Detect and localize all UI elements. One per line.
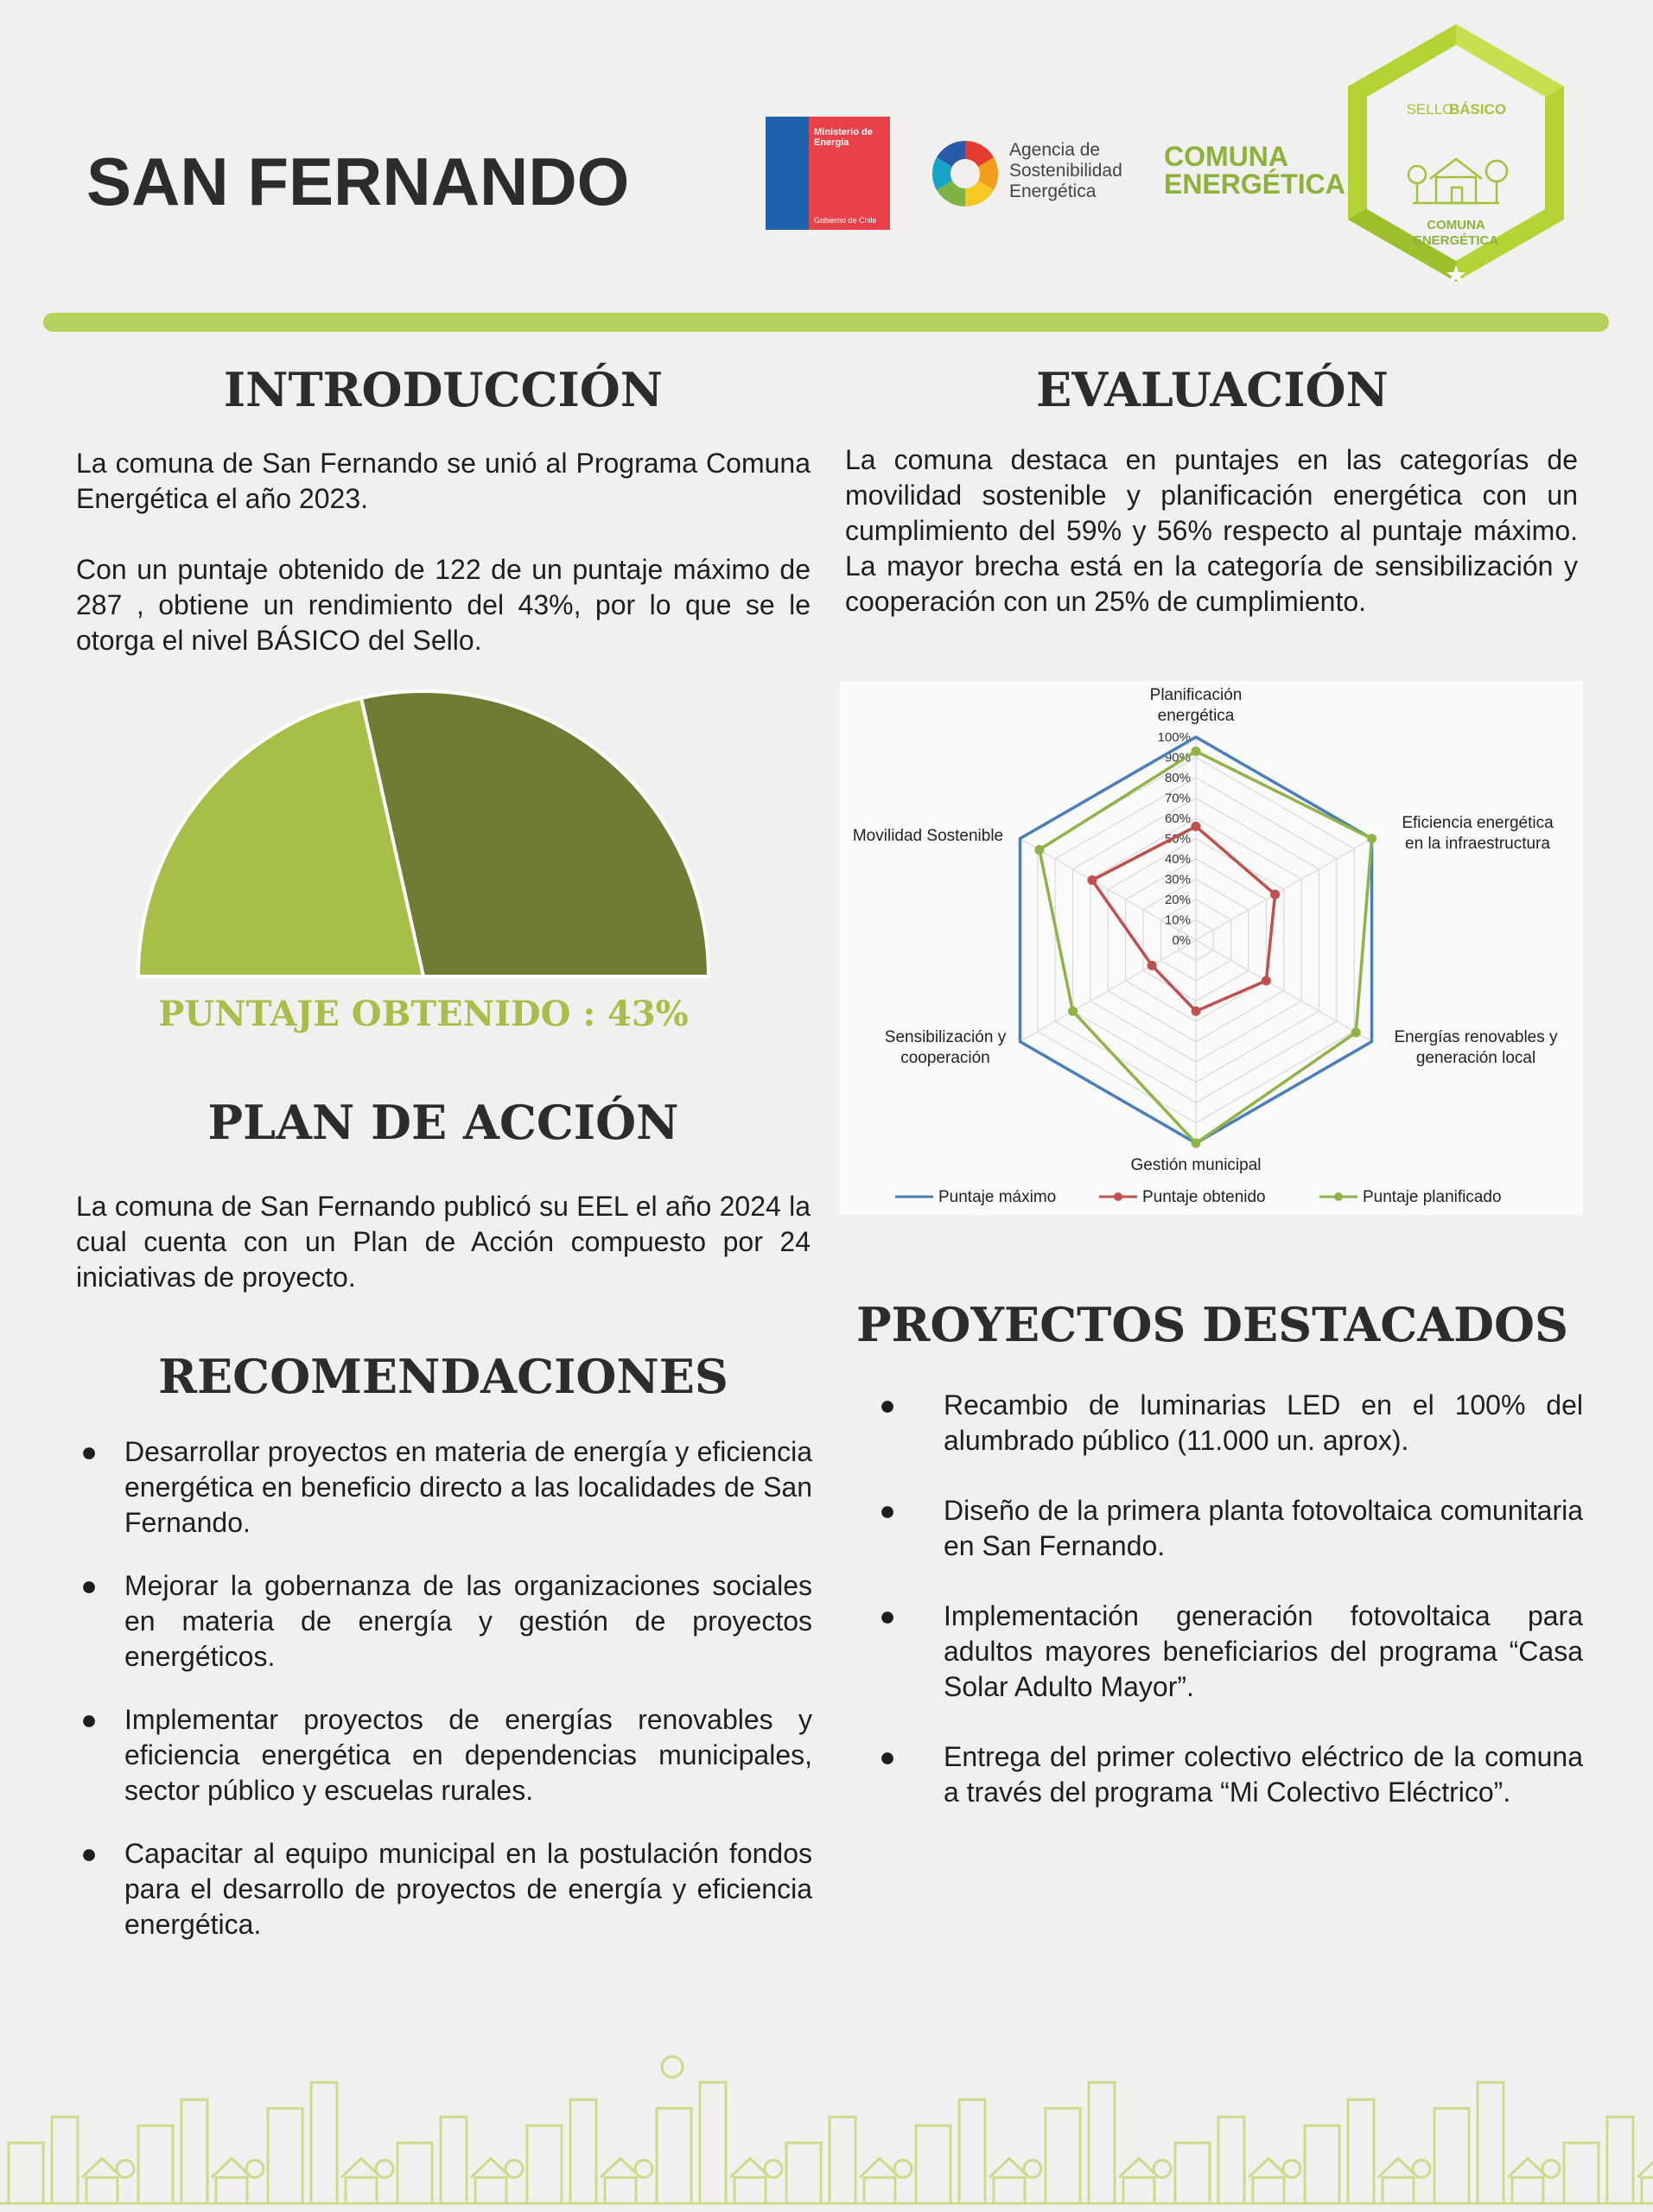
list-item-text: Recambio de luminarias LED en el 100% del alumbrado público (11.000 un. aprox). bbox=[944, 1389, 1583, 1456]
skyline-shape bbox=[527, 2126, 562, 2203]
skyline-shape bbox=[1175, 2143, 1210, 2203]
skyline-shape bbox=[959, 2100, 985, 2203]
radar-tick-label: 30% bbox=[1164, 872, 1191, 887]
radar-series-point bbox=[1192, 747, 1201, 756]
skyline-shape bbox=[1046, 2108, 1080, 2203]
plan-text: La comuna de San Fernando publicó su EEL el año 2024 la cual cuenta con un Plan de Acción compuesto por 24 iniciativas de proyecto. bbox=[76, 1191, 811, 1293]
legend-marker bbox=[1334, 1192, 1343, 1201]
radar-series-point bbox=[1192, 1139, 1201, 1148]
radar-series-point bbox=[1192, 1007, 1201, 1016]
recomendaciones-list bbox=[76, 1434, 812, 1970]
skyline-shape bbox=[1123, 2177, 1154, 2203]
agencia-logo-text bbox=[1009, 140, 1122, 202]
radar-category-label: Energías renovables y bbox=[1394, 1028, 1558, 1046]
ministerio-logo-text bbox=[814, 127, 873, 148]
intro-heading: INTRODUCCIÓN bbox=[223, 362, 664, 417]
skyline-shape bbox=[268, 2108, 302, 2203]
radar-category-label: Eficiencia energética bbox=[1402, 814, 1554, 832]
list-item-text: Implementar proyectos de energías renovables y eficiencia energética en dependencias municipales, sector público y escuelas rurales. bbox=[124, 1704, 812, 1806]
comuna-energetica-logo bbox=[1164, 143, 1345, 198]
list-item-text: Entrega del primer colectivo eléctrico de la comuna a través del programa “Mi Colectivo Eléctrico”. bbox=[944, 1741, 1583, 1808]
skyline-shape bbox=[1607, 2117, 1633, 2203]
skyline-shape bbox=[397, 2143, 432, 2203]
radar-category-label: en la infraestructura bbox=[1405, 835, 1550, 853]
skyline-shape bbox=[605, 2177, 636, 2203]
radar-series-point bbox=[1148, 961, 1157, 970]
skyline-shape bbox=[894, 2160, 912, 2177]
skyline-shape bbox=[246, 2160, 264, 2177]
skyline-shape bbox=[570, 2100, 596, 2203]
bullet-icon: ● bbox=[80, 1704, 98, 1735]
skyline-shape bbox=[1642, 2177, 1653, 2203]
list-item-text: Diseño de la primera planta fotovoltaica comunitaria en San Fernando. bbox=[944, 1495, 1583, 1561]
radar-category-label: generación local bbox=[1415, 1049, 1536, 1067]
list-item-text: Desarrollar proyectos en materia de energía y eficiencia energética en beneficio directo a las localidades de San Fernando. bbox=[124, 1436, 812, 1538]
agencia-line2: Sostenibilidad bbox=[1009, 161, 1122, 181]
list-item bbox=[76, 1568, 812, 1675]
radar-category-label: Sensibilización y bbox=[884, 1028, 1007, 1046]
skyline-shape bbox=[1564, 2143, 1599, 2203]
skyline-shape bbox=[138, 2126, 173, 2203]
skyline-shape bbox=[1305, 2126, 1339, 2203]
bullet-icon: ● bbox=[879, 1495, 896, 1526]
sello-line2: ENERGÉTICA bbox=[1413, 233, 1499, 248]
skyline-shape bbox=[181, 2100, 207, 2203]
skyline-shape bbox=[830, 2117, 855, 2203]
radar-series-point bbox=[1192, 822, 1201, 831]
radar-chart-panel bbox=[840, 681, 1583, 1215]
bullet-icon: ● bbox=[80, 1570, 98, 1601]
skyline-shape bbox=[1154, 2160, 1171, 2177]
skyline-shape bbox=[786, 2143, 821, 2203]
radar-series-point bbox=[1351, 1027, 1361, 1037]
radar-tick-label: 60% bbox=[1164, 811, 1191, 826]
bullet-icon: ● bbox=[80, 1838, 98, 1869]
bullet-icon: ● bbox=[879, 1741, 896, 1772]
sello-basico-badge bbox=[1339, 19, 1573, 287]
comuna-logo-line1: COMUNA bbox=[1164, 141, 1288, 172]
ministerio-line1: Ministerio de bbox=[814, 127, 873, 137]
skyline-shape bbox=[662, 2056, 683, 2077]
radar-category-label: Movilidad Sostenible bbox=[852, 827, 1004, 845]
skyline-shape bbox=[1348, 2100, 1374, 2203]
ministerio-line2: Energía bbox=[814, 137, 849, 148]
skyline-shape bbox=[916, 2126, 950, 2203]
skyline-shape bbox=[700, 2082, 726, 2203]
header-divider bbox=[43, 313, 1609, 332]
radar-category-label: cooperación bbox=[900, 1049, 990, 1067]
list-item-text: Implementación generación fotovoltaica para adultos mayores beneficiarios del programa “Casa Solar Adulto Mayor”. bbox=[944, 1600, 1583, 1702]
page-title: SAN FERNANDO bbox=[86, 143, 630, 219]
skyline-shape bbox=[505, 2160, 523, 2177]
intro-paragraph-2: Con un puntaje obtenido de 122 de un puntaje máximo de 287 , obtiene un rendimiento del 43%, por lo que se le otorga el nivel BÁSICO del Sello. bbox=[76, 554, 811, 656]
agencia-pinwheel-icon bbox=[926, 137, 1004, 211]
skyline-shape bbox=[1434, 2108, 1469, 2203]
plan-heading: PLAN DE ACCIÓN bbox=[207, 1095, 679, 1150]
skyline-shape bbox=[216, 2177, 247, 2203]
chile-flag-icon bbox=[766, 117, 809, 230]
legend-marker bbox=[1114, 1192, 1122, 1201]
ministerio-footer: Gobierno de Chile bbox=[814, 216, 877, 225]
list-item bbox=[874, 1388, 1583, 1459]
skyline-shape bbox=[635, 2160, 652, 2177]
sello-label-a: SELLO bbox=[1406, 101, 1454, 118]
list-item bbox=[76, 1702, 812, 1808]
skyline-shape bbox=[475, 2177, 506, 2203]
bullet-icon: ● bbox=[879, 1600, 896, 1631]
radar-category-label: Gestión municipal bbox=[1130, 1156, 1262, 1174]
sello-line1: COMUNA bbox=[1427, 218, 1485, 232]
radar-tick-label: 0% bbox=[1172, 933, 1191, 948]
skyline-shape bbox=[1637, 2158, 1653, 2177]
recomendaciones-heading: RECOMENDACIONES bbox=[158, 1349, 728, 1404]
list-item bbox=[874, 1739, 1583, 1810]
skyline-shape bbox=[1512, 2177, 1543, 2203]
radar-category-label: Planificación bbox=[1149, 686, 1243, 704]
radar-tick-label: 90% bbox=[1164, 750, 1191, 766]
radar-tick-label: 50% bbox=[1164, 831, 1191, 847]
skyline-shape bbox=[994, 2177, 1025, 2203]
skyline-shape bbox=[1218, 2117, 1244, 2203]
skyline-shape bbox=[864, 2177, 895, 2203]
skyline-shape bbox=[1253, 2177, 1284, 2203]
skyline-shape bbox=[1542, 2160, 1560, 2177]
proyectos-heading: PROYECTOS DESTACADOS bbox=[855, 1297, 1569, 1352]
skyline-shape bbox=[1024, 2160, 1041, 2177]
skyline-shape bbox=[86, 2177, 118, 2203]
evaluacion-heading: EVALUACIÓN bbox=[1036, 362, 1389, 417]
intro-text bbox=[76, 446, 811, 658]
radar-series-point bbox=[1367, 834, 1376, 843]
legend-label: Puntaje obtenido bbox=[1142, 1188, 1266, 1206]
agencia-line1: Agencia de bbox=[1009, 140, 1101, 160]
skyline-shape bbox=[52, 2117, 78, 2203]
list-item bbox=[874, 1493, 1583, 1564]
radar-tick-label: 100% bbox=[1157, 730, 1191, 745]
score-label: PUNTAJE OBTENIDO : 43% bbox=[158, 994, 689, 1034]
radar-tick-label: 70% bbox=[1164, 791, 1191, 806]
skyline-shape bbox=[1413, 2160, 1430, 2177]
skyline-shape bbox=[1283, 2160, 1300, 2177]
skyline-shape bbox=[346, 2177, 377, 2203]
skyline-shape bbox=[657, 2108, 691, 2203]
radar-tick-label: 10% bbox=[1164, 912, 1191, 928]
list-item bbox=[76, 1836, 812, 1942]
radar-tick-label: 80% bbox=[1164, 771, 1191, 785]
list-item bbox=[874, 1599, 1583, 1705]
radar-series-point bbox=[1068, 1007, 1078, 1016]
list-item-text: Mejorar la gobernanza de las organizaciones sociales en materia de energía y gestión de proyectos energéticos. bbox=[124, 1570, 812, 1672]
agencia-line3: Energética bbox=[1009, 181, 1097, 201]
skyline-shape bbox=[1478, 2082, 1504, 2203]
skyline-shape bbox=[311, 2082, 337, 2203]
evaluacion-text: La comuna destaca en puntajes en las categorías de movilidad sostenible y planificación energética con un cumplimiento del 59% y 56% respecto al puntaje máximo. La mayor brecha está en la categoría de sensibilización y cooperación con un 25% de cumplimiento. bbox=[845, 444, 1578, 617]
radar-series-point bbox=[1270, 890, 1280, 899]
list-item-text: Capacitar al equipo municipal en la postulación fondos para el desarrollo de proyectos de energía y eficiencia energética. bbox=[124, 1838, 812, 1940]
bullet-icon: ● bbox=[879, 1389, 896, 1421]
skyline-shape bbox=[1089, 2082, 1115, 2203]
skyline-shape bbox=[117, 2160, 134, 2177]
bullet-icon: ● bbox=[80, 1436, 98, 1467]
skyline-shape bbox=[734, 2177, 766, 2203]
list-item bbox=[76, 1434, 812, 1541]
skyline-shape bbox=[441, 2117, 467, 2203]
radar-chart bbox=[840, 681, 1583, 1215]
radar-series-point bbox=[1262, 976, 1271, 986]
skyline-shape bbox=[765, 2160, 782, 2177]
ministerio-energia-logo bbox=[766, 117, 890, 230]
skyline-shape bbox=[376, 2160, 393, 2177]
radar-tick-label: 40% bbox=[1164, 852, 1191, 867]
skyline-shape bbox=[9, 2143, 43, 2203]
radar-category-label: energética bbox=[1157, 707, 1235, 725]
legend-label: Puntaje planificado bbox=[1363, 1188, 1502, 1206]
legend-label: Puntaje máximo bbox=[938, 1188, 1057, 1206]
radar-series-point bbox=[1034, 845, 1044, 855]
radar-series-point bbox=[1087, 875, 1097, 885]
score-half-pie bbox=[130, 683, 717, 985]
comuna-logo-line2: ENERGÉTICA bbox=[1164, 168, 1345, 200]
city-skyline-decoration bbox=[0, 2048, 1653, 2212]
intro-paragraph-1: La comuna de San Fernando se unió al Programa Comuna Energética el año 2023. bbox=[76, 448, 811, 514]
sello-label-b: BÁSICO bbox=[1448, 101, 1507, 118]
skyline-shape bbox=[1383, 2177, 1414, 2203]
radar-tick-label: 20% bbox=[1164, 893, 1191, 907]
proyectos-list bbox=[874, 1388, 1583, 1845]
